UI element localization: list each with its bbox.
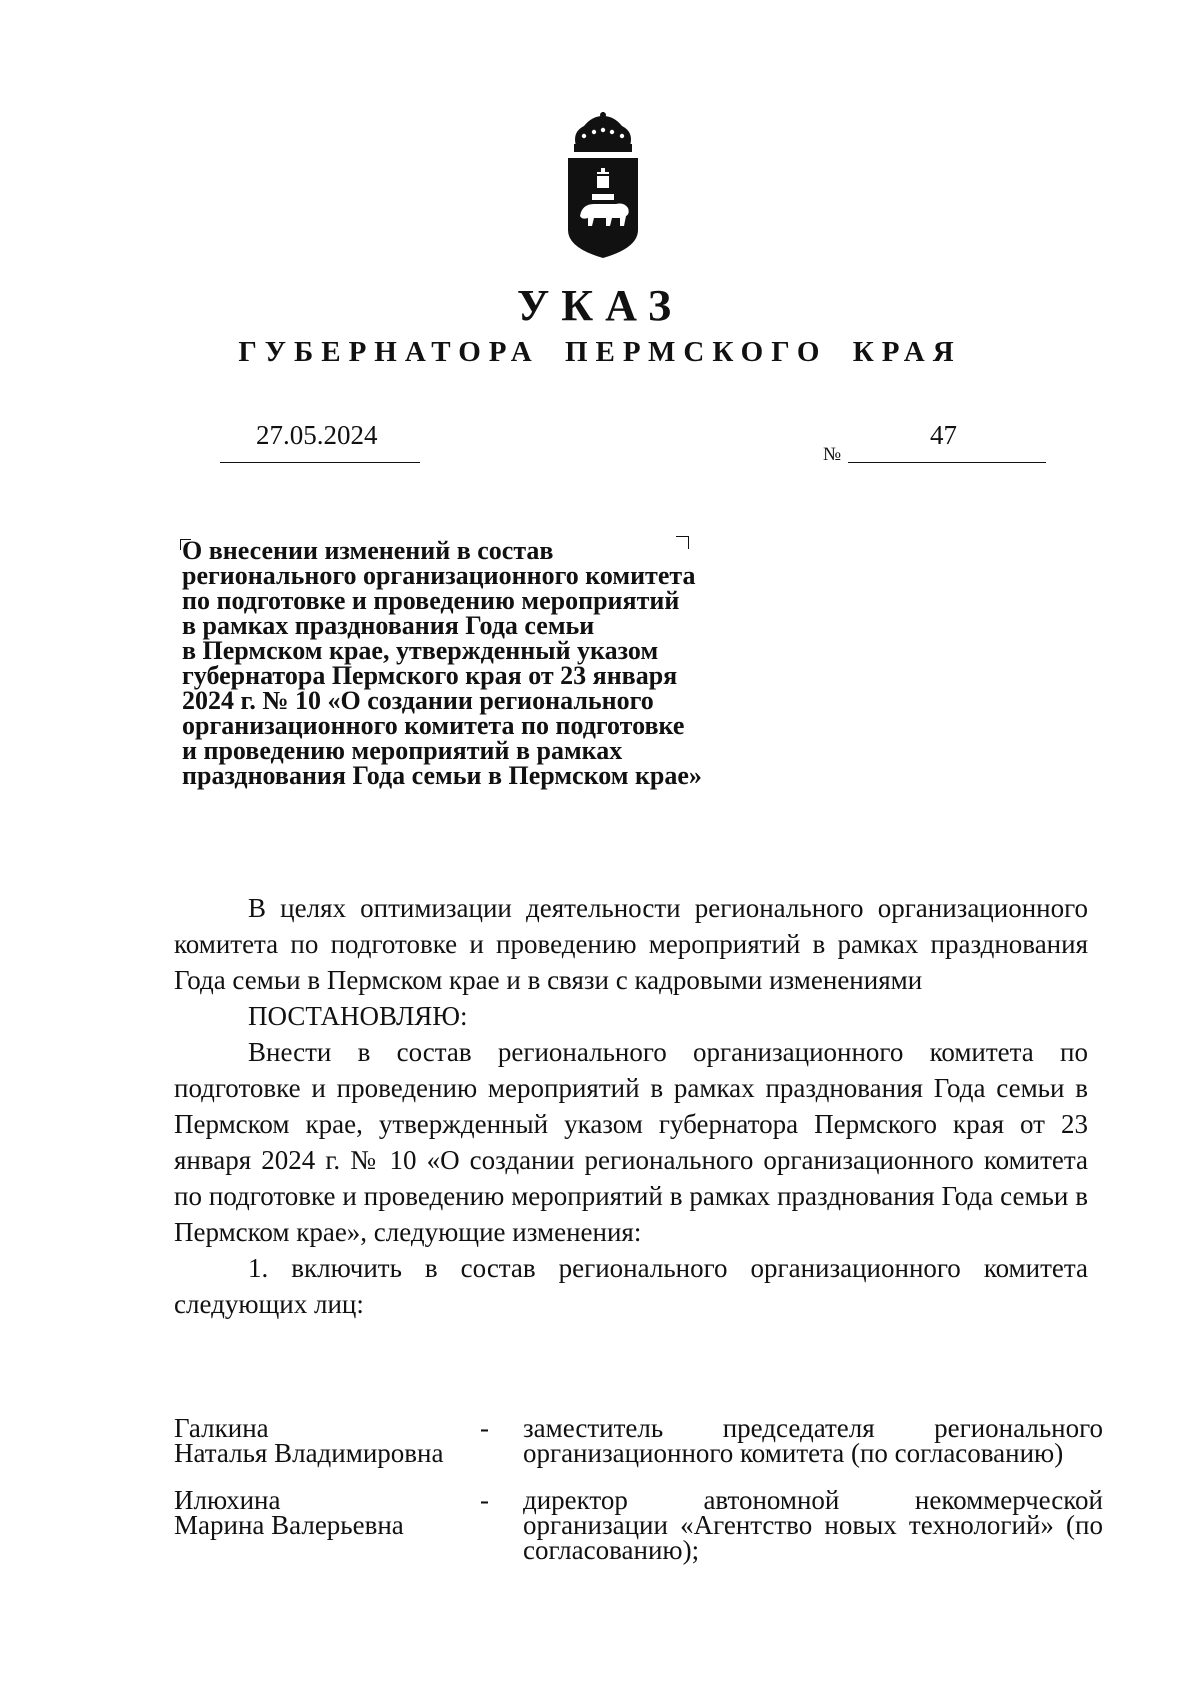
heading-line: 2024 г. № 10 «О создании регионального	[182, 686, 654, 715]
document-body	[174, 890, 1088, 1322]
heading-line: и проведению мероприятий в рамках	[182, 736, 623, 765]
heading-line: в рамках празднования Года семьи	[182, 611, 595, 640]
member-role: директор автономной некоммерческой организации «Агентство новых технологий» (по согласованию);	[523, 1485, 1103, 1565]
number-underline	[848, 462, 1046, 463]
number-sign: №	[823, 444, 842, 465]
heading-line: регионального организационного комитета	[182, 561, 696, 590]
heading-line: в Пермском крае, утвержденный указом	[182, 636, 659, 665]
document-number: 47	[930, 420, 957, 450]
heading-line: О внесении изменений в состав	[182, 536, 554, 565]
coat-of-arms-emblem	[562, 112, 644, 262]
member-role: заместитель председателя регионального организационного комитета (по согласованию)	[523, 1413, 1103, 1468]
member-name	[174, 1485, 474, 1540]
member-dash: -	[480, 1485, 489, 1515]
preamble-paragraph: В целях оптимизации деятельности регионального организационного комитета по подготовке и проведению мероприятий в рамках празднования Года семьи в Пермском крае и в связи с кадровыми изменениями	[174, 893, 1088, 995]
heading-line: организационного комитета по подготовке	[182, 711, 685, 740]
members-list	[174, 1413, 1104, 1565]
decree-word: ПОСТАНОВЛЯЮ:	[248, 1001, 468, 1031]
heading-line: празднования Года семьи в Пермском крае»	[182, 761, 702, 790]
member-surname: Илюхина	[174, 1485, 281, 1515]
document-heading	[182, 538, 782, 788]
document-date: 27.05.2024	[256, 420, 378, 450]
issuer-title: ГУБЕРНАТОРА ПЕРМСКОГО КРАЯ	[238, 336, 962, 368]
member-given-names: Наталья Владимировна	[174, 1438, 444, 1468]
member-dash: -	[480, 1413, 489, 1443]
member-given-names: Марина Валерьевна	[174, 1510, 404, 1540]
member-entry	[174, 1413, 1104, 1488]
heading-line: губернатора Пермского края от 23 января	[182, 661, 678, 690]
date-underline	[220, 462, 420, 463]
document-type-title: УКАЗ	[516, 281, 684, 330]
member-surname: Галкина	[174, 1413, 269, 1443]
member-name	[174, 1413, 474, 1468]
heading-line: по подготовке и проведению мероприятий	[182, 586, 680, 615]
member-entry	[174, 1485, 1104, 1565]
item-1-paragraph: 1. включить в состав регионального организационного комитета следующих лиц:	[174, 1253, 1088, 1319]
main-paragraph: Внести в состав регионального организационного комитета по подготовке и проведению мероприятий в рамках празднования Года семьи в Пермском крае, утвержденный указом губернатора Пермского края от 23 января 2024 г. № 10 «О создании регионального организационного комитета по подготовке и проведению мероприятий в рамках празднования Года семьи в Пермском крае», следующие изменения:	[174, 1037, 1088, 1247]
